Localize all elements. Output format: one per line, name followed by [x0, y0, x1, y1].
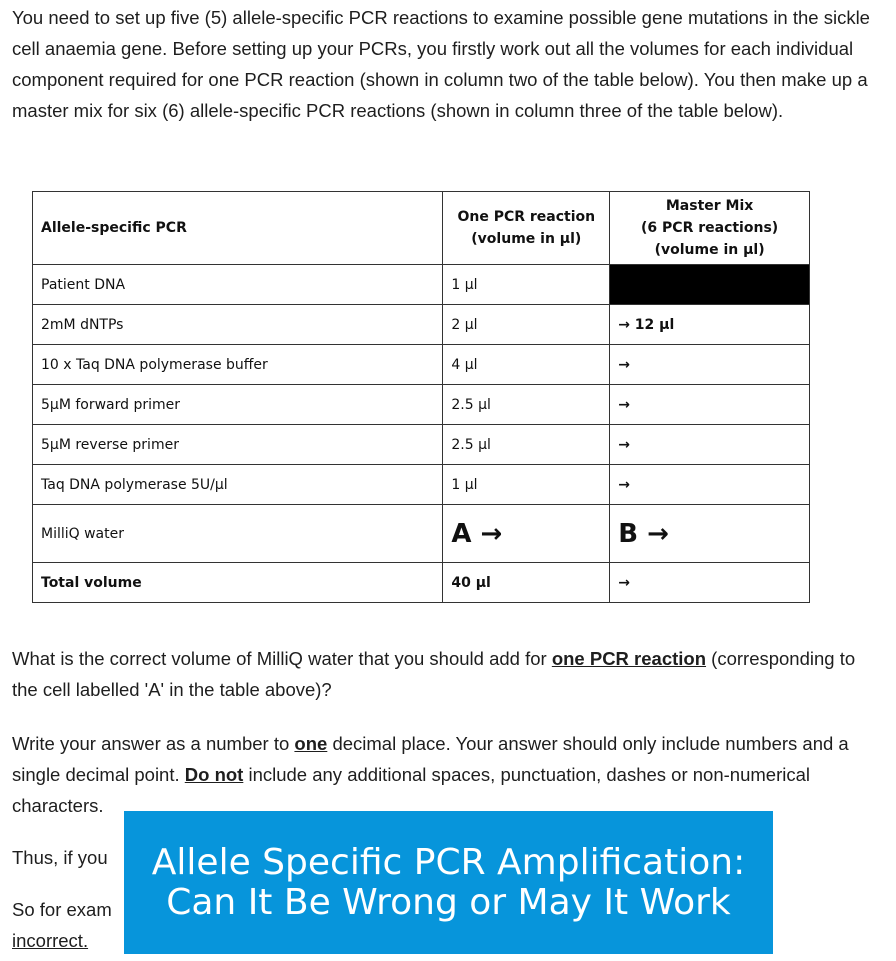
instructions-paragraph	[12, 728, 882, 821]
header-one-line1: One PCR reaction	[457, 209, 596, 225]
cell-b-label: B →	[610, 505, 810, 563]
header-master-mix	[610, 192, 810, 265]
header-master-line2: (6 PCR reactions)	[641, 220, 779, 236]
row-component: Patient DNA	[33, 265, 443, 305]
row-component: Total volume	[33, 563, 443, 603]
row-master-volume: →	[610, 465, 810, 505]
table-row	[33, 385, 810, 425]
row-master-volume: →	[610, 345, 810, 385]
row-one-volume: 40 µl	[443, 563, 610, 603]
row-master-volume: → 12 µl	[610, 305, 810, 345]
table-row-total	[33, 563, 810, 603]
table-row	[33, 425, 810, 465]
header-one-reaction	[443, 192, 610, 265]
row-master-volume: →	[610, 425, 810, 465]
question-emphasis: one PCR reaction	[551, 648, 707, 669]
row-component: Taq DNA polymerase 5U/µl	[33, 465, 443, 505]
partial-so-line: So for exam	[12, 899, 112, 920]
instructions-text-3: include any additional spaces, punctuation, dashes or non-numerical characters.	[12, 764, 810, 816]
row-one-volume: 4 µl	[443, 345, 610, 385]
instructions-text-1: Write your answer as a number to	[12, 733, 295, 754]
table-row	[33, 345, 810, 385]
cell-a-label: A →	[443, 505, 610, 563]
table-row	[33, 265, 810, 305]
row-one-volume: 2 µl	[443, 305, 610, 345]
row-master-volume: →	[610, 385, 810, 425]
instructions-emphasis-one: one	[294, 733, 328, 754]
instructions-emphasis-do-not: Do not	[184, 764, 244, 785]
instructions-text-2: decimal place. Your answer should only include numbers and a single decimal point.	[12, 733, 849, 785]
row-component: 5µM reverse primer	[33, 425, 443, 465]
row-one-volume: 2.5 µl	[443, 385, 610, 425]
header-component: Allele-specific PCR	[33, 192, 443, 265]
header-one-line2: (volume in µl)	[471, 231, 582, 247]
partial-thus-line: Thus, if you	[12, 847, 108, 868]
question-paragraph	[12, 643, 882, 705]
row-master-volume-blacked	[610, 265, 810, 305]
row-component: 5µM forward primer	[33, 385, 443, 425]
header-master-line3: (volume in µl)	[654, 242, 765, 258]
row-one-volume: 1 µl	[443, 265, 610, 305]
table-header-row	[33, 192, 810, 265]
row-one-volume: 2.5 µl	[443, 425, 610, 465]
title-banner	[124, 811, 773, 954]
intro-paragraph: You need to set up five (5) allele-specific PCR reactions to examine possible gene mutations in the sickle cell anaemia gene. Before setting up your PCRs, you firstly work out all the volumes for each individual component required for one PCR reaction (shown in column two of the table below). You then make up a master mix for six (6) allele-specific PCR reactions (shown in column three of the table below).	[12, 7, 870, 121]
partial-incorrect-line: incorrect.	[12, 930, 89, 951]
table-row	[33, 305, 810, 345]
table-row-water	[33, 505, 810, 563]
row-component: 10 x Taq DNA polymerase buffer	[33, 345, 443, 385]
row-one-volume: 1 µl	[443, 465, 610, 505]
row-component: 2mM dNTPs	[33, 305, 443, 345]
row-component: MilliQ water	[33, 505, 443, 563]
table-row	[33, 465, 810, 505]
header-master-line1: Master Mix	[665, 198, 754, 214]
banner-title: Allele Specific PCR Amplification: Can It Be Wrong or May It Work	[151, 841, 746, 923]
pcr-volume-table	[32, 191, 810, 603]
question-suffix: (corresponding to the cell labelled 'A' in the table above)?	[12, 648, 856, 700]
question-prefix: What is the correct volume of MilliQ water that you should add for	[12, 648, 552, 669]
row-master-volume: →	[610, 563, 810, 603]
